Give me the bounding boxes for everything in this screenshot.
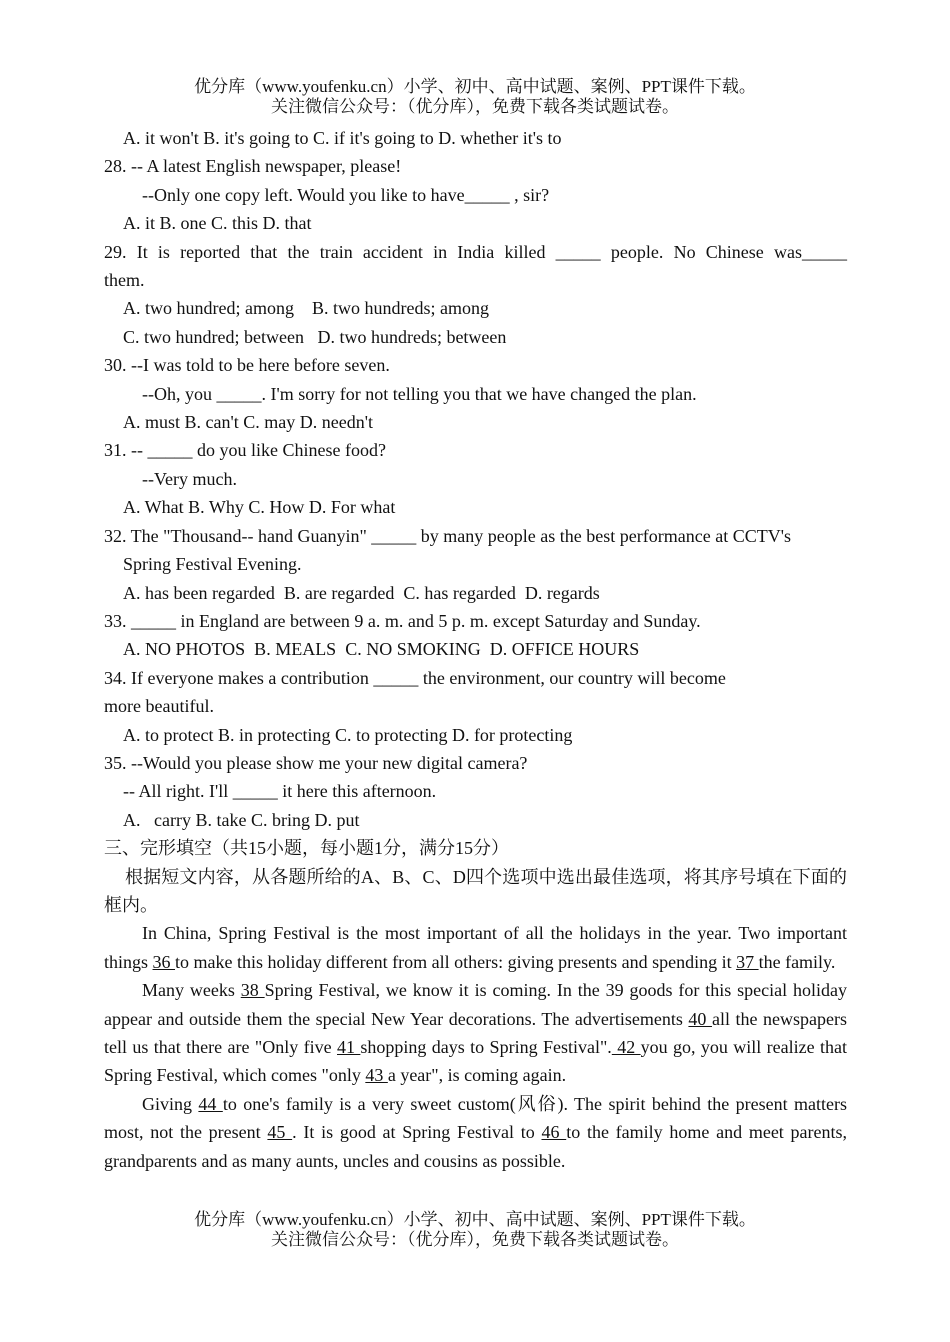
q35-reply: -- All right. I'll _____ it here this afternoon.: [123, 781, 437, 802]
passage-text: Giving: [142, 1093, 199, 1114]
passage-text: shopping days to Spring Festival".: [360, 1037, 612, 1057]
q33-options: A. NO PHOTOS B. MEALS C. NO SMOKING D. OFFICE HOURS: [123, 639, 640, 660]
q32-options: A. has been regarded B. are regarded C. has regarded D. regards: [123, 582, 600, 603]
q29-stem: 29. It is reported that the train accident in India killed _____ people. No Chinese was_____: [104, 241, 847, 262]
passage-text: all the newspapers tell us that there are "Only five: [104, 1008, 847, 1057]
passage-text: In China, Spring Festival is the most important of all the holidays in the year. Two important things: [104, 923, 847, 972]
passage-text: . It is good at Spring Festival to: [292, 1122, 542, 1143]
passage-text: you go, you will realize that Spring Festival, which comes "only: [104, 1037, 847, 1086]
passage-text: to make this holiday different from all others: giving presents and spending it: [175, 951, 737, 972]
passage-paragraph-3: [104, 1090, 847, 1175]
q35-stem: 35. --Would you please show me your new digital camera?: [104, 752, 528, 773]
passage-text: the family.: [758, 951, 836, 972]
q28-stem: 28. -- A latest English newspaper, please!: [104, 156, 402, 177]
q35-options: A. carry B. take C. bring D. put: [123, 809, 360, 830]
q34-options: A. to protect B. in protecting C. to protecting D. for protecting: [123, 724, 573, 745]
q33-stem: 33. _____ in England are between 9 a. m. and 5 p. m. except Saturday and Sunday.: [104, 610, 701, 631]
q31-reply: --Very much.: [142, 468, 237, 489]
q29-stem-cont: them.: [104, 270, 145, 291]
blank-43: 43: [365, 1065, 388, 1086]
q27-options: A. it won't B. it's going to C. if it's going to D. whether it's to: [123, 128, 562, 148]
q29-options-cd: C. two hundred; between D. two hundreds; between: [123, 326, 507, 347]
blank-40: 40: [688, 1008, 712, 1029]
q28-reply: --Only one copy left. Would you like to have_____ , sir?: [142, 184, 550, 205]
q29-options-ab: A. two hundred; among B. two hundreds; among: [123, 298, 489, 319]
blank-38: 38: [240, 980, 265, 1001]
header-line-1: 优分库（www.youfenku.cn）小学、初中、高中试题、案例、PPT课件下载。: [194, 77, 756, 96]
passage-paragraph-2: [104, 976, 847, 1090]
header-line-2: 关注微信公众号：（优分库），免费下载各类试题试卷。: [271, 97, 679, 116]
passage-text: a year", is coming again.: [387, 1065, 567, 1086]
blank-45: 45: [267, 1122, 293, 1143]
section-3-instructions: 根据短文内容，从各题所给的A、B、C、D四个选项中选出最佳选项，将其序号填在下面的框内。: [104, 866, 847, 915]
blank-42: 42: [611, 1037, 641, 1057]
q28-options: A. it B. one C. this D. that: [123, 213, 312, 234]
page-footer: [0, 1210, 950, 1250]
page-header: [0, 77, 950, 117]
blank-44: 44: [198, 1093, 223, 1114]
passage-paragraph-1: [104, 919, 847, 976]
passage-text: to one's family is a very sweet custom(风俗). The spirit behind the present matters most, not the present: [104, 1093, 847, 1143]
q32-stem: 32. The "Thousand-- hand Guanyin" _____ by many people as the best performance at CCTV's: [104, 525, 791, 546]
q30-reply: --Oh, you _____. I'm sorry for not telling you that we have changed the plan.: [142, 383, 697, 404]
section-3-heading: 三、完形填空（共15小题，每小题1分，满分15分）: [104, 838, 509, 859]
q30-options: A. must B. can't C. may D. needn't: [123, 412, 373, 433]
blank-46: 46: [541, 1122, 567, 1143]
blank-37: 37: [736, 951, 759, 972]
q31-options: A. What B. Why C. How D. For what: [123, 497, 396, 518]
footer-line-2: 关注微信公众号：（优分库），免费下载各类试题试卷。: [271, 1230, 679, 1249]
q30-stem: 30. --I was told to be here before seven.: [104, 355, 390, 376]
q32-stem-cont: Spring Festival Evening.: [123, 554, 302, 575]
footer-line-1: 优分库（www.youfenku.cn）小学、初中、高中试题、案例、PPT课件下载。: [194, 1210, 756, 1229]
q31-stem: 31. -- _____ do you like Chinese food?: [104, 440, 386, 461]
passage-text: to the family home and meet parents, grandparents and as many aunts, uncles and cousins as possible.: [104, 1122, 848, 1171]
blank-41: 41: [337, 1037, 361, 1057]
blank-36: 36: [152, 951, 176, 972]
exam-content: [104, 124, 847, 1175]
q34-stem-cont: more beautiful.: [104, 696, 214, 717]
q34-stem: 34. If everyone makes a contribution _____ the environment, our country will become: [104, 667, 726, 688]
passage-text: Many weeks: [142, 980, 241, 1001]
passage-text: Spring Festival, we know it is coming. In the 39 goods for this special holiday appear and outside them the special New Year decorations. The advertisements: [104, 980, 847, 1029]
